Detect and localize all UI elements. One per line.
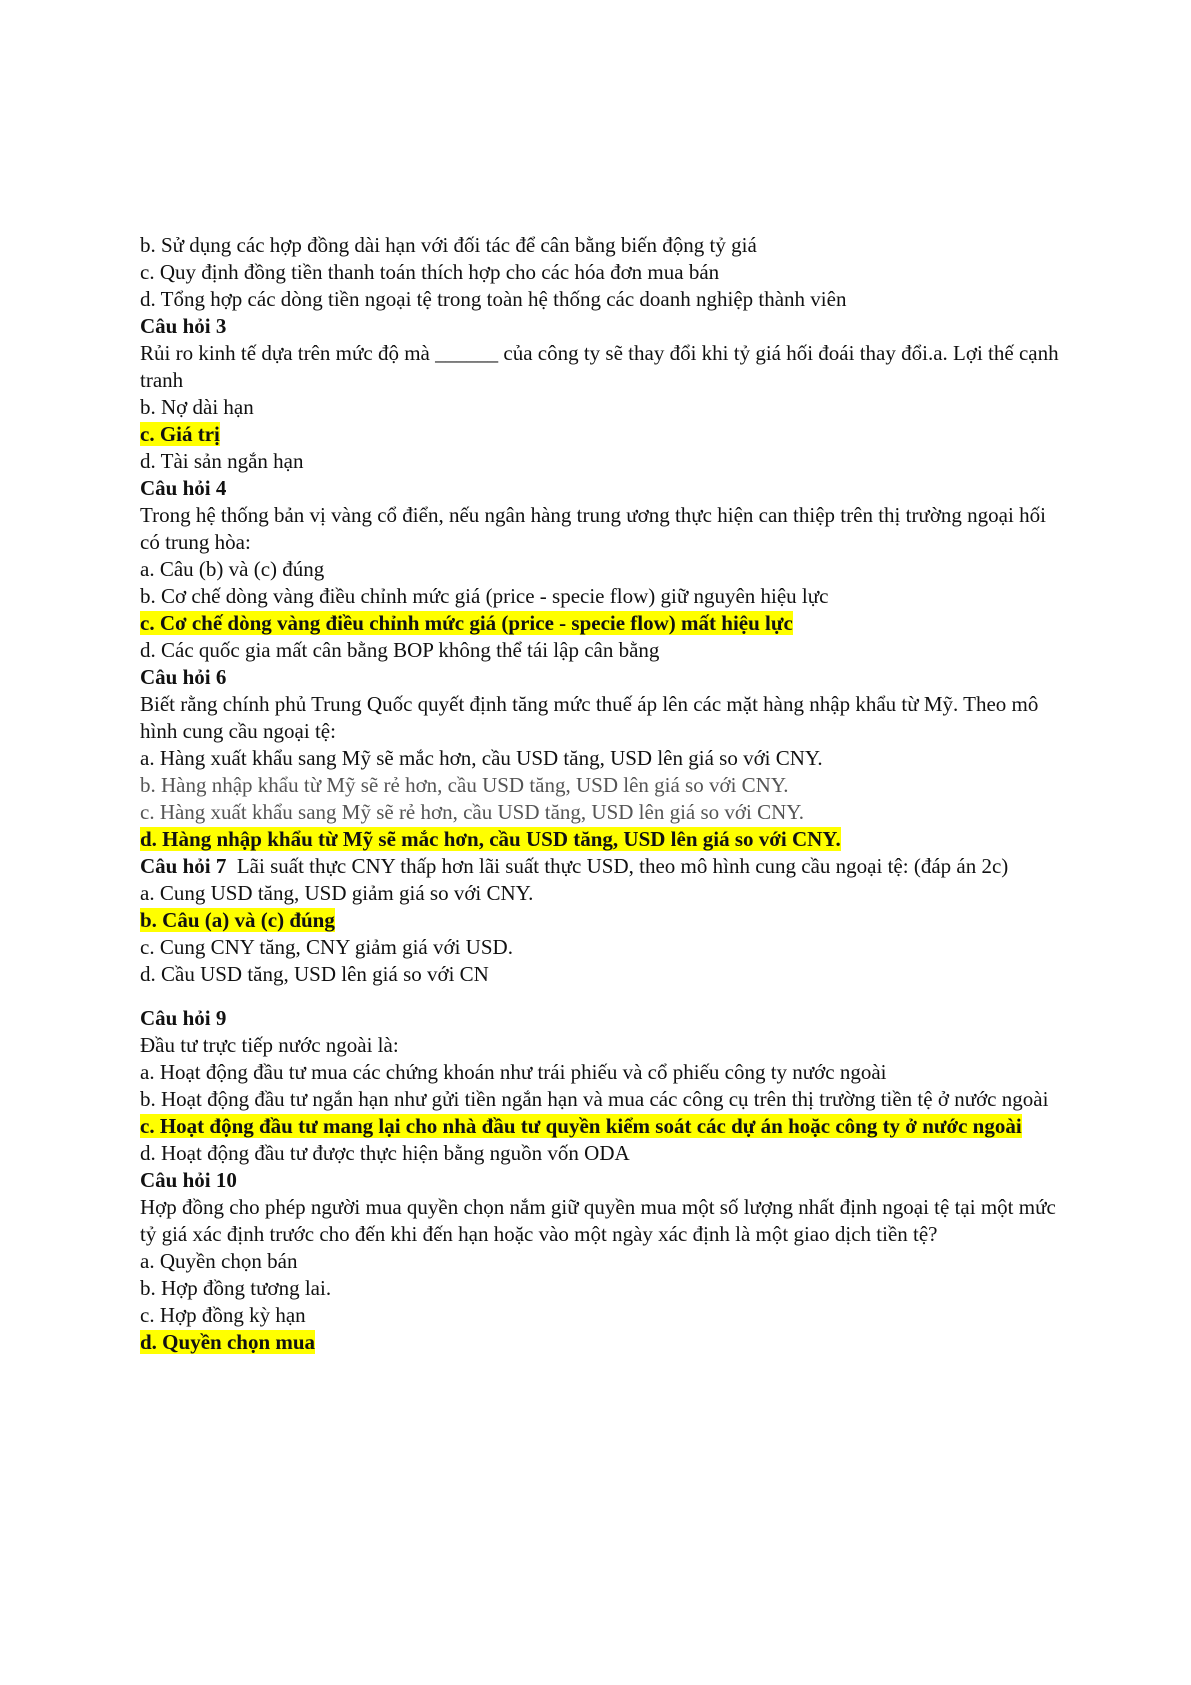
correct-answer-option-text: d. Quyền chọn mua bbox=[140, 1330, 316, 1354]
question-title: Câu hỏi 9 bbox=[140, 1006, 227, 1030]
answer-option: a. Quyền chọn bán bbox=[140, 1249, 298, 1273]
answer-option: b. Hợp đồng tương lai. bbox=[140, 1276, 332, 1300]
answer-option: b. Nợ dài hạn bbox=[140, 395, 254, 419]
question-block bbox=[140, 475, 1060, 664]
correct-answer-option-text: c. Hoạt động đầu tư mang lại cho nhà đầu tư quyền kiểm soát các dự án hoặc công ty ở nước ngoài bbox=[140, 1114, 1022, 1138]
answer-option: a. Hoạt động đầu tư mua các chứng khoán như trái phiếu và cổ phiếu công ty nước ngoài bbox=[140, 1060, 887, 1084]
question-block bbox=[140, 313, 1060, 475]
question-block bbox=[140, 664, 1060, 853]
question-stem: Trong hệ thống bản vị vàng cổ điển, nếu ngân hàng trung ương thực hiện can thiệp trên thị trường ngoại hối có trung hòa: bbox=[140, 503, 1046, 554]
spacer bbox=[140, 988, 1060, 1005]
question-stem: Biết rằng chính phủ Trung Quốc quyết định tăng mức thuế áp lên các mặt hàng nhập khẩu từ Mỹ. Theo mô hình cung cầu ngoại tệ: bbox=[140, 692, 1039, 743]
correct-answer-option bbox=[140, 1113, 1060, 1140]
answer-option: b. Cơ chế dòng vàng điều chỉnh mức giá (price - specie flow) giữ nguyên hiệu lực bbox=[140, 584, 829, 608]
question-title: Câu hỏi 10 bbox=[140, 1168, 237, 1192]
question-stem: Hợp đồng cho phép người mua quyền chọn nắm giữ quyền mua một số lượng nhất định ngoại tệ tại một mức tỷ giá xác định trước cho đến khi đến hạn hoặc vào một ngày xác định là một giao dịch tiền tệ? bbox=[140, 1195, 1056, 1246]
question-stem: Lãi suất thực CNY thấp hơn lãi suất thực USD, theo mô hình cung cầu ngoại tệ: (đáp án 2c) bbox=[236, 854, 1009, 878]
answer-option: a. Hàng xuất khẩu sang Mỹ sẽ mắc hơn, cầu USD tăng, USD lên giá so với CNY. bbox=[140, 746, 823, 770]
answer-option: c. Cung CNY tăng, CNY giảm giá với USD. bbox=[140, 935, 513, 959]
answer-option: d. Tài sản ngắn hạn bbox=[140, 449, 304, 473]
correct-answer-option-text: c. Giá trị bbox=[140, 422, 220, 446]
document-page bbox=[140, 232, 1060, 1356]
intro-options bbox=[140, 232, 1060, 313]
answer-option: c. Hàng xuất khẩu sang Mỹ sẽ rẻ hơn, cầu USD tăng, USD lên giá so với CNY. bbox=[140, 800, 804, 824]
answer-option: a. Cung USD tăng, USD giảm giá so với CNY. bbox=[140, 881, 534, 905]
correct-answer-option bbox=[140, 826, 1060, 853]
answer-option: b. Sử dụng các hợp đồng dài hạn với đối tác để cân bằng biến động tỷ giá bbox=[140, 233, 757, 257]
correct-answer-option bbox=[140, 907, 1060, 934]
answer-option: d. Cầu USD tăng, USD lên giá so với CN bbox=[140, 962, 489, 986]
answer-option: c. Hợp đồng kỳ hạn bbox=[140, 1303, 306, 1327]
answer-option: c. Quy định đồng tiền thanh toán thích hợp cho các hóa đơn mua bán bbox=[140, 260, 720, 284]
answer-option: d. Tổng hợp các dòng tiền ngoại tệ trong toàn hệ thống các doanh nghiệp thành viên bbox=[140, 287, 847, 311]
correct-answer-option-text: c. Cơ chế dòng vàng điều chỉnh mức giá (price - specie flow) mất hiệu lực bbox=[140, 611, 793, 635]
question-title: Câu hỏi 3 bbox=[140, 314, 227, 338]
question-title: Câu hỏi 4 bbox=[140, 476, 227, 500]
question-list bbox=[140, 313, 1060, 1356]
answer-option: d. Các quốc gia mất cân bằng BOP không thể tái lập cân bằng bbox=[140, 638, 660, 662]
answer-option: d. Hoạt động đầu tư được thực hiện bằng nguồn vốn ODA bbox=[140, 1141, 630, 1165]
question-stem-line bbox=[140, 853, 1060, 880]
question-block bbox=[140, 853, 1060, 1005]
answer-option: b. Hoạt động đầu tư ngắn hạn như gửi tiền ngắn hạn và mua các công cụ trên thị trường tiền tệ ở nước ngoài bbox=[140, 1087, 1049, 1111]
answer-option: a. Câu (b) và (c) đúng bbox=[140, 557, 325, 581]
question-stem: Rủi ro kinh tế dựa trên mức độ mà ______ của công ty sẽ thay đổi khi tỷ giá hối đoái thay đổi.a. Lợi thế cạnh tranh bbox=[140, 341, 1059, 392]
question-stem: Đầu tư trực tiếp nước ngoài là: bbox=[140, 1033, 399, 1057]
correct-answer-option bbox=[140, 610, 1060, 637]
correct-answer-option-text: d. Hàng nhập khẩu từ Mỹ sẽ mắc hơn, cầu USD tăng, USD lên giá so với CNY. bbox=[140, 827, 841, 851]
correct-answer-option bbox=[140, 421, 1060, 448]
question-title: Câu hỏi 7 bbox=[140, 854, 227, 878]
question-title: Câu hỏi 6 bbox=[140, 665, 227, 689]
question-block bbox=[140, 1005, 1060, 1167]
answer-option: b. Hàng nhập khẩu từ Mỹ sẽ rẻ hơn, cầu USD tăng, USD lên giá so với CNY. bbox=[140, 773, 789, 797]
correct-answer-option-text: b. Câu (a) và (c) đúng bbox=[140, 908, 335, 932]
correct-answer-option bbox=[140, 1329, 1060, 1356]
question-block bbox=[140, 1167, 1060, 1356]
